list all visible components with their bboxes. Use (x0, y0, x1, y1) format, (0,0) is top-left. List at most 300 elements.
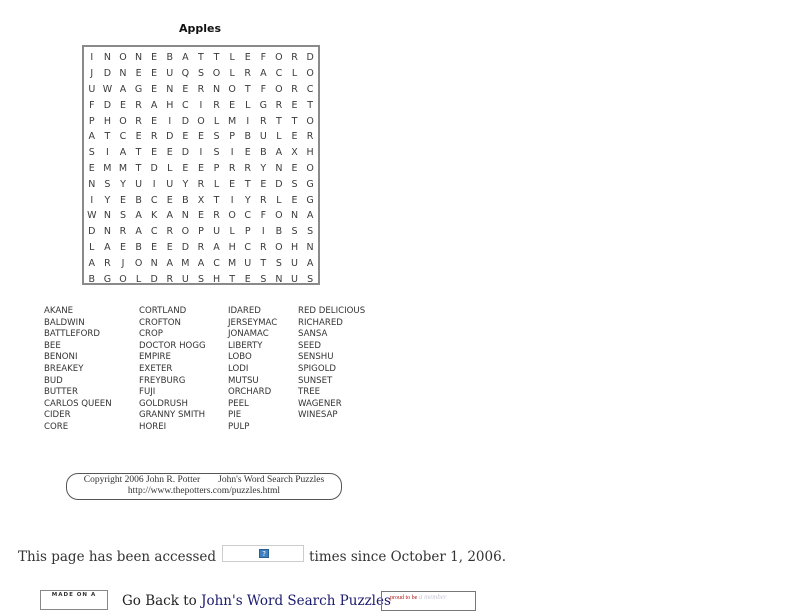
grid-cell: P (213, 162, 220, 174)
grid-cell: R (260, 194, 267, 206)
word-item: LODI (228, 363, 249, 374)
grid-cell: R (197, 178, 205, 190)
grid-cell: R (119, 226, 127, 238)
copyright-url: http://www.thepotters.com/puzzles.html (127, 486, 281, 496)
grid-cell: G (306, 194, 314, 206)
word-item: RED DELICIOUS (298, 306, 366, 316)
proud-badge[interactable] (381, 591, 476, 611)
grid-cell: D (306, 52, 314, 64)
grid-cell: M (118, 162, 128, 174)
grid-cell: S (307, 273, 314, 285)
grid-cell: Y (120, 178, 126, 190)
grid-cell: L (89, 241, 95, 253)
word-item: SPIGOLD (298, 363, 337, 374)
grid-cell: T (213, 52, 220, 64)
word-item: BATTLEFORD (44, 329, 100, 340)
grid-cell: A (306, 210, 314, 222)
grid-cell: O (228, 210, 236, 222)
word-item: BEE (44, 340, 61, 351)
grid-cell: E (291, 131, 298, 143)
grid-cell: E (229, 178, 236, 190)
grid-cell: M (103, 162, 112, 174)
grid-cell: R (197, 241, 205, 253)
grid-cell: U (166, 68, 174, 80)
grid-cell: L (167, 162, 173, 174)
grid-cell: R (135, 99, 142, 111)
grid-row (84, 129, 318, 145)
grid-cell: O (306, 162, 314, 174)
grid-cell: R (213, 99, 220, 111)
grid-cell: R (306, 131, 314, 143)
grid-row (84, 66, 318, 82)
grid-cell: C (150, 226, 158, 238)
grid-cell: C (244, 241, 252, 253)
grid-cell: E (151, 147, 158, 159)
proud-badge-faint: a member (418, 593, 447, 601)
grid-cell: E (166, 194, 173, 206)
grid-cell: N (135, 52, 143, 64)
page-title: Apples (178, 22, 222, 35)
grid-cell: I (90, 194, 94, 206)
grid-cell: E (119, 194, 126, 206)
grid-cell: R (291, 52, 298, 64)
word-search-grid (82, 45, 320, 285)
go-back-link[interactable] (122, 593, 391, 609)
grid-row (84, 161, 318, 177)
grid-cell: B (166, 52, 174, 64)
grid-cell: Y (104, 194, 111, 206)
word-item: BREAKEY (44, 363, 84, 374)
grid-cell: R (291, 83, 298, 95)
grid-cell: B (275, 226, 283, 238)
grid-cell: D (88, 226, 96, 238)
grid-cell: D (103, 68, 112, 80)
grid-cell: A (150, 99, 158, 111)
grid-cell: I (261, 226, 265, 238)
grid-cell: R (260, 241, 267, 253)
grid-cell: S (119, 210, 126, 222)
grid-cell: R (104, 257, 111, 269)
word-item: CARLOS QUEEN (44, 398, 112, 409)
grid-cell: R (228, 162, 236, 174)
grid-cell: R (275, 99, 283, 111)
grid-cell: L (245, 99, 251, 111)
grid-cell: I (90, 52, 94, 64)
grid-cell: F (260, 83, 267, 95)
grid-cell: N (103, 226, 111, 238)
grid-cell: B (182, 194, 189, 206)
grid-cell: O (119, 115, 127, 127)
grid-cell: S (260, 273, 267, 285)
grid-cell: N (103, 210, 111, 222)
word-item: PEEL (228, 398, 249, 409)
word-column-4 (298, 306, 365, 422)
grid-cell: H (166, 99, 174, 111)
grid-cell: N (275, 273, 283, 285)
grid-cell: E (151, 241, 158, 253)
word-item: PULP (228, 421, 250, 432)
grid-cell: I (152, 178, 156, 190)
grid-cell: C (213, 257, 220, 269)
word-list (0, 306, 400, 436)
grid-row (84, 224, 318, 240)
grid-cell: R (166, 226, 174, 238)
grid-cell: I (199, 99, 203, 111)
grid-cell: N (306, 241, 314, 253)
grid-cell: H (103, 115, 111, 127)
grid-cell: A (135, 226, 142, 238)
word-item: WINESAP (298, 410, 338, 421)
grid-cell: W (87, 210, 97, 222)
grid-cell: E (151, 115, 158, 127)
grid-row (84, 271, 318, 287)
grid-cell: P (244, 226, 251, 238)
grid-cell: U (291, 257, 298, 269)
grid-cell: B (135, 241, 142, 253)
grid-cell: A (306, 257, 314, 269)
word-item: BENONI (44, 352, 78, 363)
grid-cell: U (135, 178, 143, 190)
grid-cell: E (182, 131, 189, 143)
word-column-1 (44, 306, 112, 434)
word-item: CORTLAND (139, 306, 187, 316)
grid-cell: R (244, 68, 252, 80)
grid-cell: T (135, 147, 142, 159)
word-item: PIE (228, 410, 242, 421)
word-item: JONAMAC (228, 329, 269, 340)
grid-cell: A (182, 52, 189, 64)
grid-cell: E (291, 99, 298, 111)
grid-cell: R (150, 131, 158, 143)
grid-cell: S (197, 68, 204, 80)
grid-cell: U (259, 131, 267, 143)
grid-cell: E (197, 162, 204, 174)
word-item: LOBO (228, 352, 252, 363)
word-item: SENSHU (298, 352, 334, 363)
grid-cell: N (150, 257, 158, 269)
grid-cell: L (135, 273, 142, 285)
word-item: CIDER (44, 410, 71, 421)
grid-cell: C (306, 83, 314, 95)
grid-cell: A (213, 241, 220, 253)
word-item: BALDWIN (44, 317, 85, 328)
grid-cell: N (119, 68, 127, 80)
grid-cell: R (244, 162, 252, 174)
grid-cell: L (229, 226, 235, 238)
grid-cell: E (166, 147, 173, 159)
grid-cell: E (166, 241, 173, 253)
grid-cell: O (275, 83, 283, 95)
word-item: IDARED (228, 306, 261, 316)
grid-cell: T (244, 83, 251, 95)
grid-cell: U (88, 83, 96, 95)
grid-cell: T (260, 257, 267, 269)
grid-cell: W (102, 83, 113, 95)
grid-cell: S (213, 147, 220, 159)
grid-cell: E (135, 131, 142, 143)
grid-cell: D (150, 273, 158, 285)
word-item: EXETER (139, 363, 173, 374)
grid-cell: I (230, 147, 234, 159)
grid-cell: E (119, 241, 126, 253)
grid-row (84, 192, 318, 208)
grid-cell: S (275, 257, 282, 269)
grid-cell: E (291, 194, 298, 206)
grid-cell: S (307, 226, 314, 238)
grid-cell: N (103, 52, 111, 64)
grid-row (84, 176, 318, 192)
grid-cell: C (182, 99, 189, 111)
grid-cell: E (88, 162, 95, 174)
grid-cell: E (229, 99, 236, 111)
word-column-2 (139, 306, 206, 434)
grid-cell: D (181, 241, 190, 253)
grid-cell: L (229, 68, 235, 80)
grid-cell: E (197, 210, 204, 222)
grid-cell: O (228, 83, 236, 95)
grid-row (84, 255, 318, 271)
grid-cell: R (135, 115, 142, 127)
grid-cell: Y (244, 194, 251, 206)
word-item: LIBERTY (228, 340, 263, 351)
grid-cell: S (213, 131, 220, 143)
grid-cell: T (291, 115, 298, 127)
grid-cell: G (103, 273, 112, 285)
grid-cell: T (229, 273, 236, 285)
grid-cell: A (88, 257, 96, 269)
grid-cell: O (181, 226, 190, 238)
grid-cell: S (291, 178, 298, 190)
grid-cell: I (246, 115, 250, 127)
grid-cell: S (88, 147, 95, 159)
grid-cell: J (90, 68, 94, 80)
word-item: EMPIRE (139, 352, 171, 363)
grid-cell: R (260, 115, 267, 127)
grid-cell: E (244, 52, 251, 64)
word-item: TREE (298, 387, 321, 398)
grid-row (84, 50, 318, 66)
word-item: HOREI (139, 421, 167, 432)
grid-cell: B (135, 194, 142, 206)
grid-row (84, 113, 318, 129)
word-item: ORCHARD (228, 387, 272, 398)
grid-cell: C (275, 68, 283, 80)
grid-cell: M (181, 257, 190, 269)
grid-cell: L (276, 194, 282, 206)
grid-cell: E (291, 162, 298, 174)
grid-cell: O (119, 52, 127, 64)
word-item: SANSA (298, 329, 328, 340)
grid-cell: L (213, 178, 220, 190)
grid-cell: D (150, 162, 158, 174)
word-item: MUTSU (228, 375, 259, 386)
grid-cell: G (306, 178, 314, 190)
word-item: GRANNY SMITH (139, 410, 206, 421)
grid-cell: B (260, 147, 267, 159)
grid-cell: U (181, 273, 189, 285)
grid-cell: T (104, 131, 111, 143)
grid-cell: A (88, 131, 96, 143)
go-back-link-text[interactable]: John's Word Search Puzzles (201, 593, 391, 609)
grid-cell: N (88, 178, 96, 190)
grid-cell: B (88, 273, 96, 285)
grid-cell: O (306, 68, 314, 80)
grid-cell: G (134, 83, 143, 95)
grid-cell: D (181, 147, 190, 159)
grid-cell: L (213, 115, 220, 127)
grid-cell: G (259, 99, 268, 111)
grid-cell: O (275, 210, 283, 222)
grid-cell: X (197, 194, 205, 206)
grid-cell: F (260, 52, 267, 64)
grid-cell: D (103, 99, 112, 111)
grid-cell: M (228, 257, 237, 269)
grid-cell: T (244, 178, 251, 190)
grid-row (84, 208, 318, 224)
grid-row (84, 240, 318, 256)
grid-cell: C (119, 131, 127, 143)
grid-cell: T (307, 99, 314, 111)
grid-cell: H (228, 241, 236, 253)
grid-cell: N (275, 162, 283, 174)
grid-cell: E (197, 131, 204, 143)
grid-cell: E (151, 83, 158, 95)
grid-cell: I (230, 194, 234, 206)
grid-cell: E (182, 83, 189, 95)
grid-cell: F (89, 99, 95, 111)
access-counter-line (18, 548, 506, 565)
grid-cell: B (244, 131, 251, 143)
grid-cell: E (260, 178, 267, 190)
grid-cell: A (119, 83, 127, 95)
word-item: SEED (298, 340, 321, 351)
grid-cell: A (104, 241, 111, 253)
word-item: JERSEYMAC (228, 317, 278, 328)
hit-counter (222, 545, 304, 562)
grid-cell: L (276, 131, 282, 143)
grid-cell: A (166, 210, 174, 222)
grid-cell: A (166, 257, 174, 269)
grid-cell: D (181, 115, 190, 127)
grid-cell: O (306, 115, 314, 127)
grid-cell: O (134, 257, 143, 269)
go-back-prefix: Go Back to (122, 593, 202, 609)
grid-cell: R (166, 273, 174, 285)
grid-cell: Y (182, 178, 189, 190)
grid-cell: E (244, 273, 251, 285)
grid-cell: H (212, 273, 221, 285)
grid-cell: M (228, 115, 237, 127)
word-item: WAGENER (298, 398, 342, 409)
grid-cell: I (105, 147, 109, 159)
grid-cell: S (291, 226, 298, 238)
grid-cell: X (291, 147, 298, 159)
grid-cell: F (260, 210, 267, 222)
word-item: CROP (139, 329, 163, 340)
access-suffix: times since October 1, 2006. (309, 548, 506, 565)
grid-cell: N (181, 210, 189, 222)
word-item: CROFTON (139, 317, 181, 328)
grid-cell: D (166, 131, 174, 143)
grid-cell: D (275, 178, 283, 190)
grid-cell: E (135, 68, 142, 80)
grid-cell: Y (260, 162, 267, 174)
footer (0, 590, 800, 610)
grid-cell: L (229, 52, 235, 64)
grid-cell: U (244, 257, 252, 269)
grid-cell: O (212, 68, 221, 80)
grid-cell: T (213, 194, 220, 206)
grid-cell: A (275, 147, 283, 159)
word-item: CORE (44, 421, 69, 432)
grid-cell: Q (181, 68, 190, 80)
grid-cell: N (212, 83, 221, 95)
grid-cell: I (199, 147, 203, 159)
word-item: BUTTER (44, 387, 78, 398)
grid-cell: E (119, 99, 126, 111)
grid-cell: A (135, 210, 142, 222)
proud-badge-text: proud to be (390, 595, 418, 601)
copyright-box (66, 473, 342, 500)
grid-cell: E (244, 147, 251, 159)
grid-row (84, 82, 318, 98)
grid-cell: E (182, 162, 189, 174)
grid-cell: T (198, 52, 204, 64)
grid-cell: J (121, 257, 125, 269)
grid-cell: N (166, 83, 174, 95)
word-item: FREYBURG (139, 375, 186, 386)
grid-cell: E (151, 52, 158, 64)
grid-row (84, 145, 318, 161)
word-item: AKANE (44, 306, 74, 316)
grid-cell: P (229, 131, 235, 143)
grid-cell: A (260, 68, 267, 80)
word-item: SUNSET (298, 375, 333, 386)
grid-cell: H (306, 147, 314, 159)
grid-cell: O (197, 115, 205, 127)
grid-cell: A (119, 147, 127, 159)
access-prefix: This page has been accessed (18, 548, 217, 565)
grid-cell: U (291, 273, 298, 285)
word-column-3 (228, 306, 277, 434)
grid-cell: O (275, 241, 283, 253)
grid-cell: N (290, 210, 299, 222)
grid-cell: E (151, 68, 158, 80)
broken-image-icon: ? (259, 549, 269, 558)
word-item: DOCTOR HOGG (139, 340, 206, 351)
grid-cell: S (197, 273, 204, 285)
word-item: BUD (44, 375, 63, 386)
grid-cell: O (275, 52, 283, 64)
grid-cell: C (150, 194, 158, 206)
word-item: GOLDRUSH (139, 398, 189, 409)
grid-cell: P (88, 115, 95, 127)
grid-cell: L (291, 68, 298, 80)
grid-cell: T (276, 115, 282, 127)
grid-cell: R (197, 83, 205, 95)
grid-cell: S (104, 178, 111, 190)
grid-cell: C (244, 210, 252, 222)
word-item: RICHARED (298, 317, 343, 328)
grid-cell: R (213, 210, 220, 222)
word-item: FUJI (139, 387, 156, 398)
copyright-text: Copyright 2006 John R. Potter (83, 475, 201, 485)
site-name: John's Word Search Puzzles (218, 475, 325, 485)
grid-cell: U (166, 178, 174, 190)
grid-cell: U (213, 226, 221, 238)
made-on-a-mac-badge[interactable]: MADE ON A (40, 590, 108, 610)
grid-cell: H (290, 241, 299, 253)
